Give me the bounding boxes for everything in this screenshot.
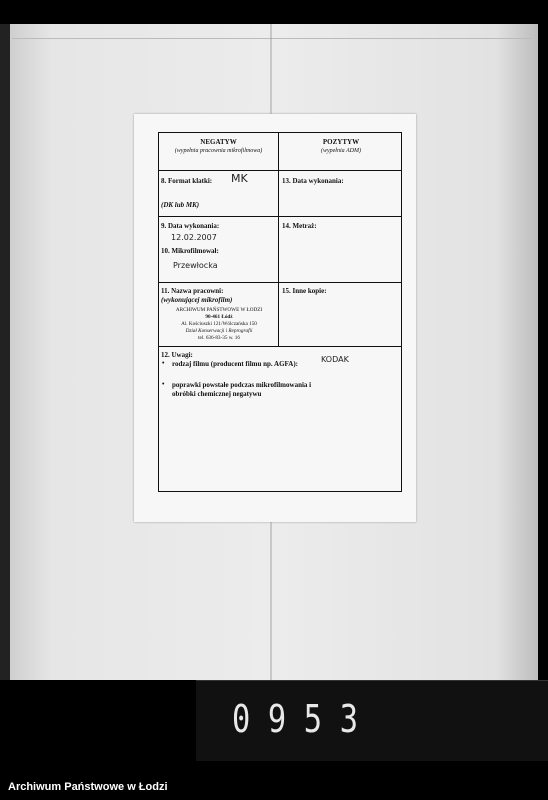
copies-label: 15. Inne kopie: xyxy=(282,287,327,295)
metraz-label: 14. Metraż: xyxy=(282,222,317,230)
metraz-cell xyxy=(279,217,403,282)
frame-number: 0953 xyxy=(232,697,376,741)
operator-label: 10. Mikrofilmował: xyxy=(161,247,219,255)
pozytyw-header xyxy=(279,133,403,170)
stamp-line-2: 90-461 Łódź xyxy=(205,314,233,320)
stamp-line-5: tel. 636-83-35 w. 16 xyxy=(198,335,240,341)
date-value: 12.02.2007 xyxy=(171,233,217,242)
form-row-format xyxy=(159,171,401,217)
stamp-line-1: ARCHIWUM PAŃSTWOWE W ŁODZI xyxy=(175,307,263,313)
pozytyw-title: POZYTYW xyxy=(322,138,360,146)
workshop-label: 11. Nazwa pracowni: xyxy=(161,287,224,295)
note1-bullet: • xyxy=(162,359,165,367)
form-header-row xyxy=(159,133,401,171)
workshop-sublabel: (wykonującej mikrofilm) xyxy=(161,296,233,304)
workshop-cell xyxy=(159,283,279,346)
pozytyw-date-cell xyxy=(279,171,403,216)
format-hint: (DK lub MK) xyxy=(161,201,200,209)
note2-label: poprawki powstałe podczas mikrofilmowania i obróbki chemicznej negatywu xyxy=(172,381,312,398)
notes-label: 12. Uwagi: xyxy=(161,351,193,359)
note2-bullet: • xyxy=(162,380,165,388)
date-cell xyxy=(159,217,279,282)
form-row-notes xyxy=(159,347,401,491)
date-label: 9. Data wykonania: xyxy=(161,222,220,230)
format-cell xyxy=(159,171,279,216)
form-row-workshop xyxy=(159,283,401,347)
negatyw-header xyxy=(159,133,279,170)
pozytyw-date-label: 13. Data wykonania: xyxy=(282,177,344,185)
form-row-date xyxy=(159,217,401,283)
microfilm-form xyxy=(158,132,402,492)
archive-footer: Archiwum Państwowe w Łodzi xyxy=(8,781,168,793)
note1-label: rodzaj filmu (producent filmu np. AGFA): xyxy=(172,360,299,368)
format-label: 8. Format klatki: xyxy=(161,177,213,185)
film-scratch-line xyxy=(12,38,532,39)
stamp-line-4: Dział Konserwacji i Reprografii xyxy=(185,328,253,334)
format-value: MK xyxy=(231,172,248,185)
operator-value: Przewłocka xyxy=(173,261,218,270)
film-edge xyxy=(0,24,10,680)
copies-cell xyxy=(279,283,403,346)
frame-counter xyxy=(196,680,548,761)
pozytyw-subtitle: (wypełnia ADM) xyxy=(320,148,362,154)
negatyw-subtitle: (wypełnia pracownia mikrofilmowa) xyxy=(174,148,263,154)
note1-value: KODAK xyxy=(321,355,349,364)
archive-stamp xyxy=(159,307,279,342)
negatyw-title: NEGATYW xyxy=(200,138,237,146)
stamp-line-3: Al. Kościuszki 121/Wólczańska 150 xyxy=(181,321,257,327)
